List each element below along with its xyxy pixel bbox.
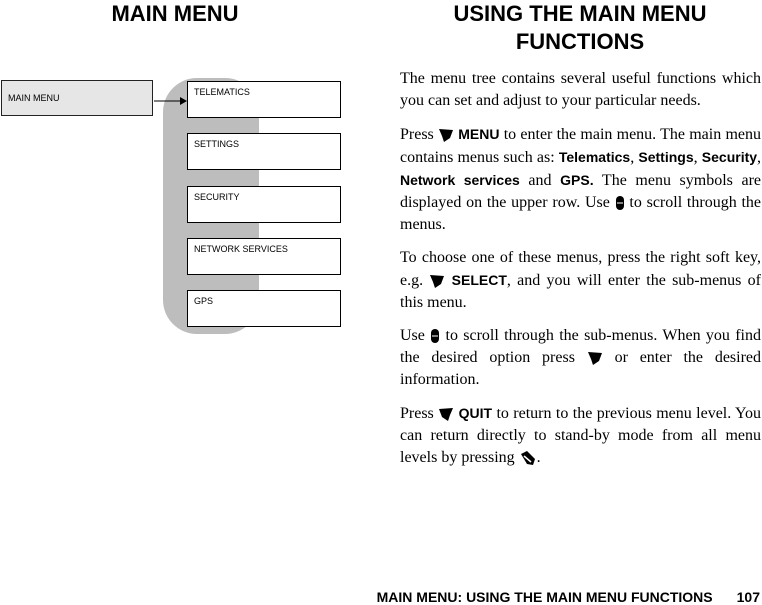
paragraph-4: Use to scroll through the sub-menus. When you find the desired option press or enter the desired information.	[400, 327, 762, 388]
menu-tree-diagram	[0, 75, 360, 345]
footer-text: MAIN MENU: USING THE MAIN MENU FUNCTIONS	[376, 589, 713, 605]
paragraph-3: To choose one of these menus, press the right soft key, e.g. SELECT, and you will enter the sub-menus of this menu.	[400, 249, 762, 311]
end-call-key-icon	[519, 450, 537, 466]
page-number: 107	[736, 589, 760, 605]
menu-item-gps: GPS	[187, 290, 341, 327]
menu-item-network-services: NETWORK SERVICES	[187, 238, 341, 275]
right-soft-key-icon	[429, 274, 445, 289]
paragraph-2: Press MENU to enter the main menu. The main menu contains menus such as: Telematics, Settings, Security, Network services and GPS. The menu symbols are displayed on the upper row. Use to scroll through the menus.	[400, 126, 762, 233]
left-soft-key-icon	[438, 407, 454, 422]
paragraph-5: Press QUIT to return to the previous menu level. You can return directly to stand-by mode from all menu levels by pressing .	[400, 405, 762, 466]
right-heading-line-1: USING THE MAIN MENU	[453, 1, 707, 26]
menu-item-telematics: TELEMATICS	[187, 81, 341, 118]
main-menu-box: MAIN MENU	[1, 80, 153, 116]
right-heading-line-2: FUNCTIONS	[515, 29, 645, 54]
scroll-key-icon	[615, 195, 625, 211]
scroll-key-icon	[430, 328, 440, 344]
paragraph-1: The menu tree contains several useful functions which you can set and adjust to your particular needs.	[400, 70, 761, 109]
menu-item-settings: SETTINGS	[187, 133, 341, 170]
page-footer	[290, 589, 760, 605]
menu-item-security: SECURITY	[187, 186, 341, 223]
right-heading	[400, 0, 760, 56]
right-soft-key-icon	[438, 128, 454, 143]
left-heading: MAIN MENU	[111, 1, 239, 26]
right-soft-key-icon	[587, 351, 603, 366]
body-text	[400, 68, 761, 480]
arrow-icon	[154, 97, 188, 105]
